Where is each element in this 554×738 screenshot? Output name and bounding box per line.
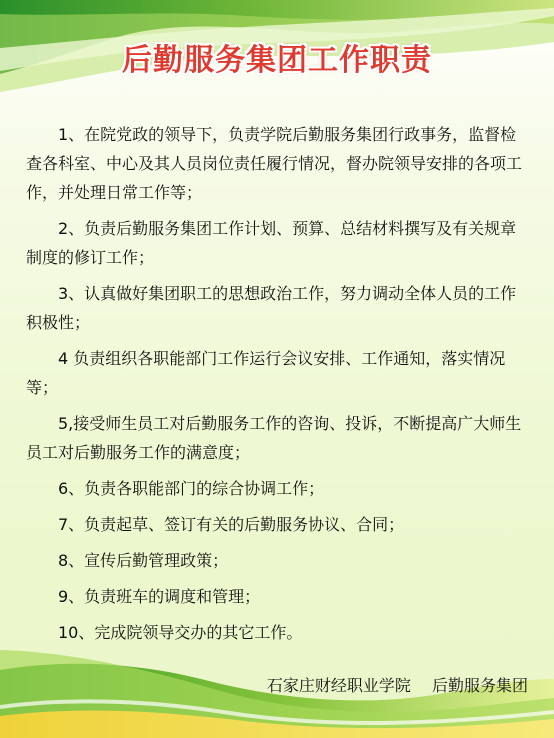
footer-organization [267,675,528,697]
duty-item-3: 3、认真做好集团职工的思想政治工作，努力调动全体人员的工作积极性； [26,284,517,332]
duty-item-7: 7、负责起草、签订有关的后勤服务协议、合同； [58,515,405,534]
duty-item-4: 4 负责组织各职能部门工作运行会议安排、工作通知，落实情况等； [26,349,506,397]
footer-group-name: 后勤服务集团 [431,676,528,695]
duty-item-8: 8、宣传后勤管理政策； [58,551,229,570]
duty-item-1: 1、在院党政的领导下，负责学院后勤服务集团行政事务，监督检查各科室、中心及其人员岗位责任履行情况，督办院领导安排的各项工作，并处理日常工作等； [26,125,523,202]
duty-item-9: 9、负责班车的调度和管理； [58,587,261,606]
duty-list [26,120,526,654]
page-title: 后勤服务集团工作职责 [122,43,432,78]
duty-item-2: 2、负责后勤服务集团工作计划、预算、总结材料撰写及有关规章制度的修订工作； [26,219,517,267]
duty-item-10: 10、完成院领导交办的其它工作。 [58,623,303,642]
footer-school-name: 石家庄财经职业学院 [266,676,411,695]
duty-item-6: 6、负责各职能部门的综合协调工作； [58,479,325,498]
duty-item-5: 5,接受师生员工对后勤服务工作的咨询、投诉，不断提高广大师生员工对后勤服务工作的满意度； [26,414,522,462]
